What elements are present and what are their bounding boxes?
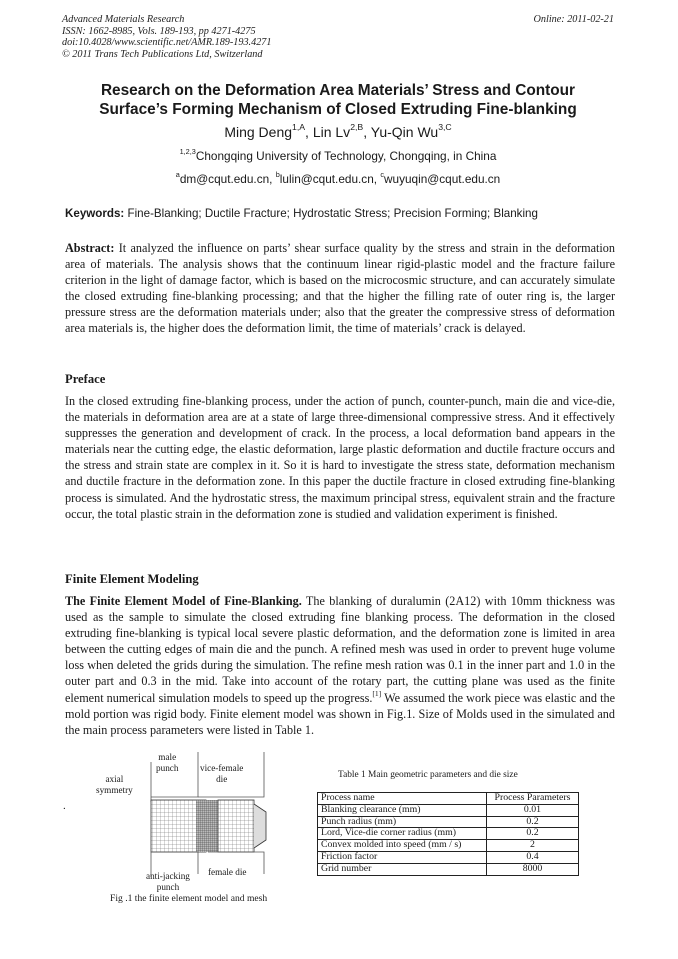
table-cell: Blanking clearance (mm) <box>318 804 487 816</box>
die-corner <box>254 804 266 848</box>
label-line: die <box>216 773 228 784</box>
author-name: Ming Deng <box>224 124 293 140</box>
fem-text-2: We assumed the work piece was elastic and the mold portion was rigid body. Finite element model was shown in Fig.1. Size of Molds used in the simulated and the main process parameters were listed in Table 1. <box>65 690 615 737</box>
email-sup: b <box>275 170 280 180</box>
label-line: anti-jacking <box>146 871 190 881</box>
author-sup: 1,A <box>292 122 306 133</box>
keywords-label: Keywords: <box>65 207 125 220</box>
label-line: axial <box>105 774 124 784</box>
citation-ref[interactable]: [1] <box>372 688 382 698</box>
table-cell: 2 <box>487 840 579 852</box>
online-date: Online: 2011-02-21 <box>533 14 614 25</box>
preface-text: In the closed extruding fine-blanking process, under the action of punch, counter-punch, main die and vice-die, the materials in deformation area are at a state of large three-dimensional compressive stress. And it effectively suppresses the generation and development of crack. In the process, a local deformation band appears in the materials near the cutting edge, the elastic deformation, large plastic deformation and ductile fracture occurs and the stress and strain state are complex in it. So it is hard to investigate the stress state, deformation mechanism and ductile fracture in the deformation zone. In this paper the ductile fracture in closed extruding fine-blanking process is simulated. And the hydrostatic stress, the maximum principal stress, equivalent strain and the fracture occur, the total plastic strain in the deformation zone is studied and validation experiment is finished. <box>65 394 615 521</box>
parameters-table <box>317 792 579 876</box>
table-row <box>318 840 579 852</box>
affiliation-text: Chongqing University of Technology, Chongqing, in China <box>195 149 497 163</box>
label-line: vice-female <box>200 763 244 773</box>
table-cell: 0.2 <box>487 828 579 840</box>
abstract-label: Abstract: <box>65 241 115 255</box>
author-separator: , <box>363 124 371 140</box>
email-list: $^a$dm@cqut.edu.cn, $^b$lulin@cqut.edu.cn, $^c$wuyuqin@cqut.edu.cn <box>175 170 501 186</box>
email-address[interactable]: dm@cqut.edu.cn <box>179 172 270 186</box>
journal-header <box>62 14 614 60</box>
table-row <box>318 851 579 863</box>
label-vice-die <box>200 763 243 784</box>
issn-line: ISSN: 1662-8985, Vols. 189-193, pp 4271-4275 <box>62 25 256 37</box>
table-cell: 0.4 <box>487 851 579 863</box>
label-line: symmetry <box>96 784 133 795</box>
abstract-text: It analyzed the influence on parts’ shear surface quality by the stress and strain in the deformation area of materials. The analysis shows that the continuum linear rigid-plastic model and the fracture failure criterion in the light of damage factor, which is based on the microcosmic structure, and can accurately simulate the closed extruding fine-blanking processing; and that the higher the filling rate of outer ring is, the larger pressure stress are the deformation materials under; also that the greater the compressive stress of deformation area materials is, the higher does the deformation limit, the time of materials’ crack is delayed. <box>65 241 615 336</box>
title-line-2: Surface’s Forming Mechanism of Closed Extruding Fine-blanking <box>99 101 577 118</box>
table-row <box>318 816 579 828</box>
fem-heading: Finite Element Modeling <box>65 572 199 586</box>
author-name: Yu-Qin Wu <box>370 124 439 140</box>
label-axial-symmetry <box>96 774 133 795</box>
preface-heading: Preface <box>65 372 106 386</box>
table-cell: 0.2 <box>487 816 579 828</box>
keywords-text: Fine-Blanking; Ductile Fracture; Hydrostatic Stress; Precision Forming; Blanking <box>127 207 538 220</box>
author-separator: , <box>305 124 313 140</box>
table-cell: Grid number <box>318 863 487 875</box>
table-cell: Punch radius (mm) <box>318 816 487 828</box>
table-cell: Lord, Vice-die corner radius (mm) <box>318 828 487 840</box>
fem-paragraph <box>65 593 615 738</box>
table-cell: Convex molded into speed (mm / s) <box>318 840 487 852</box>
author-sup: 3,C <box>438 122 452 133</box>
paper-title <box>62 81 614 119</box>
affiliation-sup: 1,2,3 <box>179 147 196 157</box>
stray-dot: . <box>63 800 66 812</box>
affiliation <box>62 149 614 163</box>
fem-text-1: The blanking of duralumin (2A12) with 10mm thickness was used as the sample to simulate the closed extruding fine blanking process. The deformation in the closed extruding fine-blanking is typical local severe plastic deformation, and the deformation zone is limited in area between the cutting edges of main die and the punch. A refined mesh was used in order to prevent huge volume loss when deleted the grids during the simulation. The refine mesh ration was 0.1 in the inner part and 1.0 in the outer part and 0.3 in the mid. Take into account of the rotary part, the cutting plane was used as the finite element numerical simulation models to speed up the progress. <box>65 594 615 705</box>
abstract <box>65 240 615 337</box>
table-cell: Friction factor <box>318 851 487 863</box>
doi-line[interactable]: doi:10.4028/www.scientific.net/AMR.189-193.4271 <box>62 37 272 49</box>
email-address[interactable]: lulin@cqut.edu.cn <box>279 172 374 186</box>
author-name: Lin Lv <box>312 124 351 140</box>
table-cell: 0.01 <box>487 804 579 816</box>
workpiece-mesh-outer <box>218 800 254 852</box>
workpiece-mesh-refined <box>196 800 218 852</box>
figure-caption: Fig .1 the finite element model and mesh <box>110 893 268 904</box>
copyright-line: © 2011 Trans Tech Publications Ltd, Switzerland <box>62 48 263 60</box>
author-sup: 2,B <box>350 122 364 133</box>
table-cell: 8000 <box>487 863 579 875</box>
table-row <box>318 804 579 816</box>
email-sup: a <box>175 170 180 180</box>
table-header-row <box>318 793 579 805</box>
label-line: punch <box>156 762 179 773</box>
email-address[interactable]: wuyuqin@cqut.edu.cn <box>383 172 501 186</box>
fem-subheading: The Finite Element Model of Fine-Blanking. <box>65 594 302 608</box>
label-line: punch <box>156 881 180 892</box>
email-sup: c <box>380 170 384 180</box>
journal-name: Advanced Materials Research <box>62 14 185 25</box>
author-list <box>62 124 614 140</box>
label-anti-jacking-punch <box>146 871 190 892</box>
label-female-die: female die <box>208 867 247 877</box>
figure-1 <box>88 752 298 907</box>
table-row <box>318 828 579 840</box>
label-male-punch <box>156 752 178 773</box>
table-header-cell: Process name <box>318 793 487 805</box>
table-header-cell: Process Parameters <box>487 793 579 805</box>
label-line: male <box>158 752 177 762</box>
title-line-1: Research on the Deformation Area Materials’ Stress and Contour <box>100 82 576 99</box>
table-caption: Table 1 Main geometric parameters and die size <box>338 770 518 780</box>
keywords <box>65 207 615 220</box>
table-row <box>318 863 579 875</box>
